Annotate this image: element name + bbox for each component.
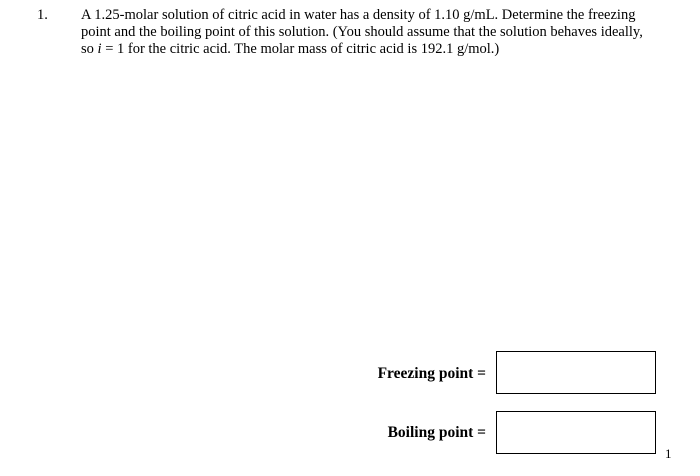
freezing-point-row — [0, 351, 700, 397]
boiling-point-answer-box[interactable] — [496, 411, 656, 454]
question-text — [81, 7, 671, 58]
question-line-3-start: so — [81, 41, 98, 57]
question-line-3-rest: = 1 for the citric acid. The molar mass of citric acid is 192.1 g/mol.) — [101, 41, 500, 57]
page-number: 1 — [665, 446, 672, 461]
question-number: 1. — [37, 7, 48, 23]
freezing-point-label: Freezing point = — [377, 365, 486, 382]
boiling-point-row — [0, 411, 700, 457]
question-line-1: A 1.25-molar solution of citric acid in water has a density of 1.10 g/mL. Determine the freezing — [81, 7, 636, 23]
freezing-point-answer-box[interactable] — [496, 351, 656, 394]
question-line-3 — [81, 41, 671, 58]
boiling-point-label: Boiling point = — [387, 424, 486, 441]
vant-hoff-factor-symbol: i — [97, 41, 102, 57]
question-line-2: point and the boiling point of this solution. (You should assume that the solution behaves ideally, — [81, 24, 643, 40]
